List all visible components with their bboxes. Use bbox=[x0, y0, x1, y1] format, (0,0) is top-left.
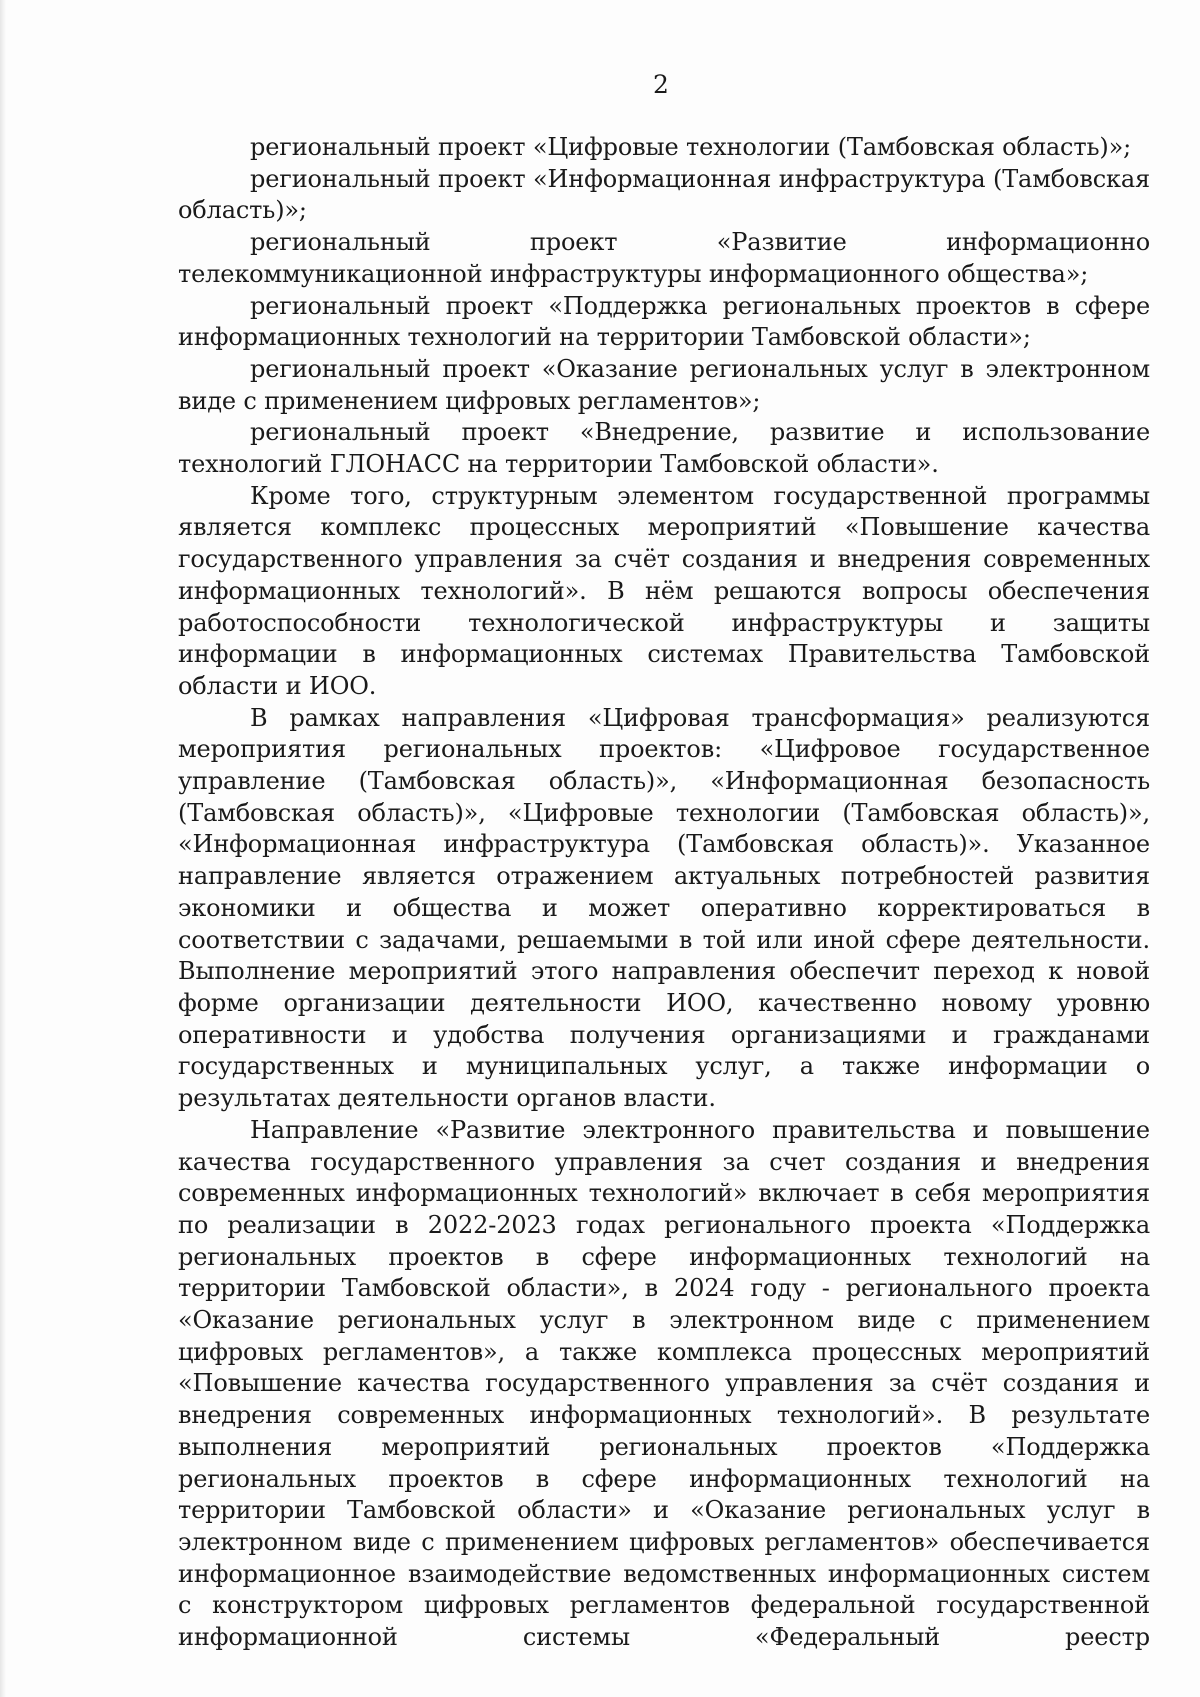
paragraph-project-glonass: региональный проект «Внедрение, развитие и использование технологий ГЛОНАСС на территории Тамбовской области». bbox=[178, 418, 1150, 479]
paragraph-project-telecom-infrastructure: региональный проект «Развитие информационно телекоммуникационной инфраструктуры информационного общества»; bbox=[178, 228, 1150, 288]
paragraph-digital-transformation: В рамках направления «Цифровая трансформация» реализуются мероприятия региональных проектов: «Цифровое государственное управление (Тамбовская область)», «Информационная безопасность (Тамбовская область)», «Цифровые технологии (Тамбовская область)», «Информационная инфраструктура (Тамбовская область)». Указанное направление является отражением актуальных потребностей развития экономики и общества и может оперативно корректироваться в соответствии с задачами, решаемыми в той или иной сфере деятельности. Выполнение мероприятий этого направления обеспечит переход к новой форме организации деятельности ИОО, качественно новому уровню оперативности и удобства получения организациями и гражданами государственных и муниципальных услуг, а также информации о результатах деятельности органов власти. bbox=[178, 703, 1150, 1113]
paragraph-project-electronic-services: региональный проект «Оказание региональных услуг в электронном виде с применением цифровых регламентов»; bbox=[178, 354, 1150, 415]
paragraph-e-government: Направление «Развитие электронного правительства и повышение качества государственного управления за счет создания и внедрения современных информационных технологий» включает в себя мероприятия по реализации в 2022-2023 годах регионального проекта «Поддержка региональных проектов в сфере информационных технологий на территории Тамбовской области», в 2024 году - регионального проекта «Оказание региональных услуг в электронном виде с применением цифровых регламентов», а также комплекса процессных мероприятий «Повышение качества государственного управления за счёт создания и внедрения современных информационных технологий». В результате выполнения мероприятий региональных проектов «Поддержка региональных проектов в сфере информационных технологий на территории Тамбовской области» и «Оказание региональных услуг в электронном виде с применением цифровых регламентов» обеспечивается информационное взаимодействие ведомственных информационных систем с конструктором цифровых регламентов федеральной государственной информационной системы «Федеральный реестр bbox=[178, 1115, 1150, 1652]
paragraph-project-digital-technologies: региональный проект «Цифровые технологии (Тамбовская область)»; bbox=[250, 133, 1132, 161]
document-body bbox=[178, 132, 1150, 1654]
paragraph-project-it-support: региональный проект «Поддержка региональных проектов в сфере информационных технологий на территории Тамбовской области»; bbox=[178, 291, 1150, 352]
paragraph-process-measures: Кроме того, структурным элементом государственной программы является комплекс процессных мероприятий «Повышение качества государственного управления за счёт создания и внедрения современных информационных технологий». В нём решаются вопросы обеспечения работоспособности технологической инфраструктуры и защиты информации в информационных системах Правительства Тамбовской области и ИОО. bbox=[178, 481, 1150, 700]
paragraph-project-information-infrastructure: региональный проект «Информационная инфраструктура (Тамбовская область)»; bbox=[178, 164, 1150, 225]
scan-edge bbox=[0, 0, 6, 1697]
page-number: 2 bbox=[653, 70, 669, 99]
